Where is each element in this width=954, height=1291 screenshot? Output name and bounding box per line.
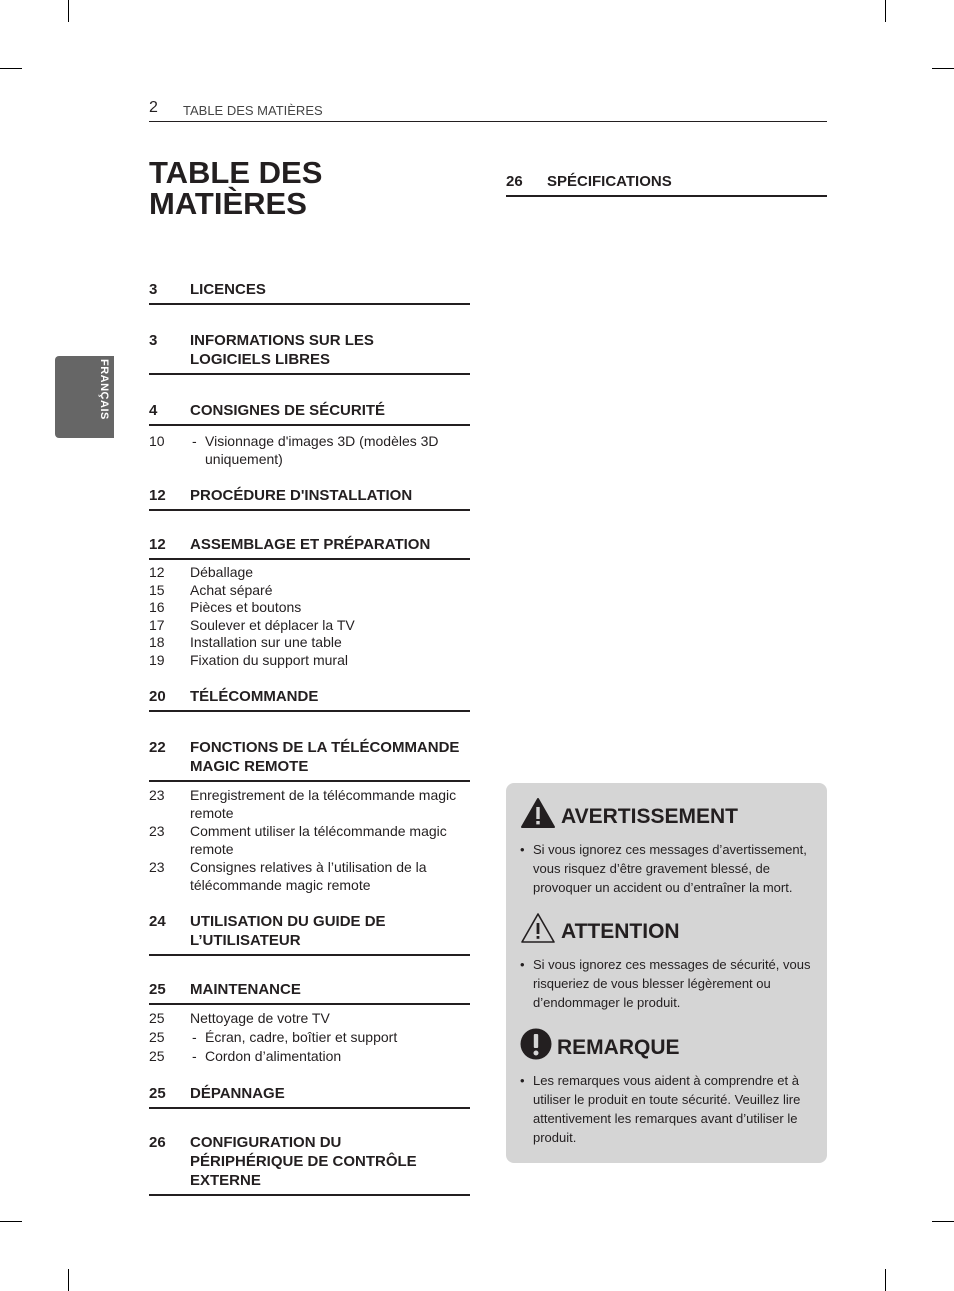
toc-subsection-title: Déballage <box>190 564 254 580</box>
bullet: • <box>520 957 525 972</box>
caution-label: ATTENTION <box>561 920 680 943</box>
bullet: • <box>520 842 525 857</box>
crop-mark <box>68 1269 69 1291</box>
safety-notice-box <box>506 783 827 1163</box>
toc-section-title: TÉLÉCOMMANDE <box>190 688 319 705</box>
toc-section-page: 12 <box>149 487 166 504</box>
toc-subsection-title: Fixation du support mural <box>190 651 348 668</box>
running-header <box>149 99 827 122</box>
toc-section-title: INFORMATIONS SUR LES LOGICIELS LIBRES <box>190 332 374 368</box>
toc-section[interactable] <box>149 1084 470 1109</box>
toc-subsection-page: 18 <box>149 634 165 650</box>
toc-subsection[interactable] <box>149 432 470 468</box>
toc-section-title: LICENCES <box>190 281 266 298</box>
toc-subsection-title: Comment utiliser la télécommande magic remote <box>190 823 447 857</box>
running-title: TABLE DES MATIÈRES <box>183 103 323 118</box>
toc-subsection[interactable] <box>149 564 470 582</box>
language-tab-label: FRANÇAIS <box>98 359 110 420</box>
caution-text-content: Si vous ignorez ces messages de sécurité, vous risqueriez de vous blesser légèrement ou d’endommager le produit. <box>533 957 811 1010</box>
toc-column-left <box>149 280 470 1196</box>
toc-section[interactable] <box>149 1133 470 1196</box>
toc-subsection-page: 12 <box>149 564 165 580</box>
toc-subsection-dash: - <box>192 433 197 449</box>
toc-section-title: FONCTIONS DE LA TÉLÉCOMMANDE MAGIC REMOTE <box>190 739 460 775</box>
warning-text <box>520 840 816 897</box>
toc-subsection-title: Installation sur une table <box>190 634 342 650</box>
toc-section[interactable] <box>149 401 470 426</box>
toc-section[interactable] <box>149 912 470 956</box>
toc-subsection[interactable] <box>149 1047 470 1066</box>
toc-subsection-page: 23 <box>149 823 165 839</box>
crop-mark <box>0 68 22 69</box>
crop-mark <box>885 0 886 22</box>
toc-subsection[interactable] <box>149 858 470 894</box>
toc-subsection[interactable] <box>149 634 470 652</box>
crop-mark <box>68 0 69 22</box>
toc-section-page: 25 <box>149 1085 166 1102</box>
toc-subsection-page: 23 <box>149 787 165 803</box>
toc-subsection-page: 25 <box>149 1029 165 1045</box>
toc-section-page: 24 <box>149 913 166 930</box>
toc-subsection-page: 17 <box>149 616 165 633</box>
toc-subsection-list <box>149 564 470 669</box>
caution-text <box>520 955 816 1012</box>
toc-section-page: 20 <box>149 688 166 705</box>
note-text-content: Les remarques vous aident à comprendre et à utiliser le produit en toute sécurité. Veuillez lire attentivement les remarques avant d’utiliser le produit. <box>533 1073 801 1145</box>
warning-label: AVERTISSEMENT <box>561 805 738 828</box>
toc-section-page: 25 <box>149 981 166 998</box>
toc-subsection[interactable] <box>149 786 470 822</box>
toc-subsection-list <box>149 432 470 468</box>
warning-triangle-filled-icon <box>520 797 556 829</box>
toc-section[interactable] <box>149 738 470 782</box>
toc-section-title: CONSIGNES DE SÉCURITÉ <box>190 402 386 419</box>
crop-mark <box>932 68 954 69</box>
page-title-line: MATIÈRES <box>149 186 307 221</box>
caution-triangle-outline-icon <box>520 912 556 944</box>
toc-subsection[interactable] <box>149 1009 470 1028</box>
page-title-line: TABLE DES <box>149 155 323 190</box>
toc-section[interactable] <box>149 687 470 712</box>
toc-subsection-title: Achat séparé <box>190 581 273 598</box>
toc-section[interactable] <box>149 280 470 305</box>
toc-section[interactable] <box>506 172 827 197</box>
toc-section[interactable] <box>149 331 470 375</box>
toc-subsection-page: 23 <box>149 859 165 875</box>
toc-subsection-dash: - <box>192 1048 197 1064</box>
toc-column-right <box>506 172 827 197</box>
toc-section-title: CONFIGURATION DU PÉRIPHÉRIQUE DE CONTRÔLE EXTERNE <box>190 1134 417 1189</box>
toc-section-title: MAINTENANCE <box>190 981 301 998</box>
toc-subsection[interactable] <box>149 1028 470 1047</box>
toc-section-title: SPÉCIFICATIONS <box>547 173 672 190</box>
note-text <box>520 1071 816 1147</box>
page-number: 2 <box>149 99 158 116</box>
toc-subsection[interactable] <box>149 822 470 858</box>
toc-subsection-page: 10 <box>149 433 165 449</box>
toc-section-page: 26 <box>149 1134 166 1151</box>
crop-mark <box>885 1269 886 1291</box>
toc-section-page: 26 <box>506 173 523 190</box>
toc-section-title: DÉPANNAGE <box>190 1085 285 1102</box>
toc-subsection[interactable] <box>149 582 470 600</box>
toc-section-title: ASSEMBLAGE ET PRÉPARATION <box>190 536 431 553</box>
toc-subsection-page: 15 <box>149 581 165 598</box>
note-label: REMARQUE <box>557 1036 680 1059</box>
toc-section-page: 22 <box>149 739 166 756</box>
toc-section-page: 3 <box>149 332 158 349</box>
toc-subsection-dash: - <box>192 1029 197 1045</box>
toc-subsection-title: Enregistrement de la télécommande magic remote <box>190 787 457 821</box>
toc-subsection-title: Visionnage d'images 3D (modèles 3D uniquement) <box>205 433 439 467</box>
toc-subsection-title: Soulever et déplacer la TV <box>190 616 355 633</box>
toc-subsection-page: 19 <box>149 651 165 668</box>
toc-section[interactable] <box>149 486 470 511</box>
toc-subsection-list <box>149 786 470 894</box>
toc-subsection-title: Pièces et boutons <box>190 599 302 615</box>
toc-section-page: 3 <box>149 281 158 298</box>
toc-section-page: 4 <box>149 402 158 419</box>
toc-subsection-title: Écran, cadre, boîtier et support <box>205 1029 398 1045</box>
toc-subsection-title: Nettoyage de votre TV <box>190 1010 330 1026</box>
warning-text-content: Si vous ignorez ces messages d’avertissement, vous risquez d’être gravement blessé, de provoquer un accident ou d’entraîner la mort. <box>533 842 807 895</box>
toc-subsection-page: 16 <box>149 599 165 615</box>
toc-subsection-page: 25 <box>149 1048 165 1064</box>
page-title <box>149 157 322 219</box>
toc-subsection[interactable] <box>149 617 470 635</box>
toc-section[interactable] <box>149 980 470 1005</box>
toc-subsection-list <box>149 1009 470 1066</box>
toc-section-title: UTILISATION DU GUIDE DE L’UTILISATEUR <box>190 913 386 949</box>
bullet: • <box>520 1073 525 1088</box>
toc-section-page: 12 <box>149 536 166 553</box>
crop-mark <box>0 1221 22 1222</box>
crop-mark <box>932 1221 954 1222</box>
language-tab <box>55 356 114 438</box>
toc-subsection[interactable] <box>149 599 470 617</box>
toc-subsection-title: Consignes relatives à l’utilisation de la télécommande magic remote <box>190 859 427 893</box>
toc-section[interactable] <box>149 535 470 560</box>
toc-subsection[interactable] <box>149 652 470 670</box>
note-exclamation-circle-icon <box>520 1028 556 1062</box>
toc-subsection-title: Cordon d’alimentation <box>205 1048 342 1064</box>
toc-subsection-page: 25 <box>149 1010 165 1026</box>
toc-section-title: PROCÉDURE D'INSTALLATION <box>190 487 413 504</box>
